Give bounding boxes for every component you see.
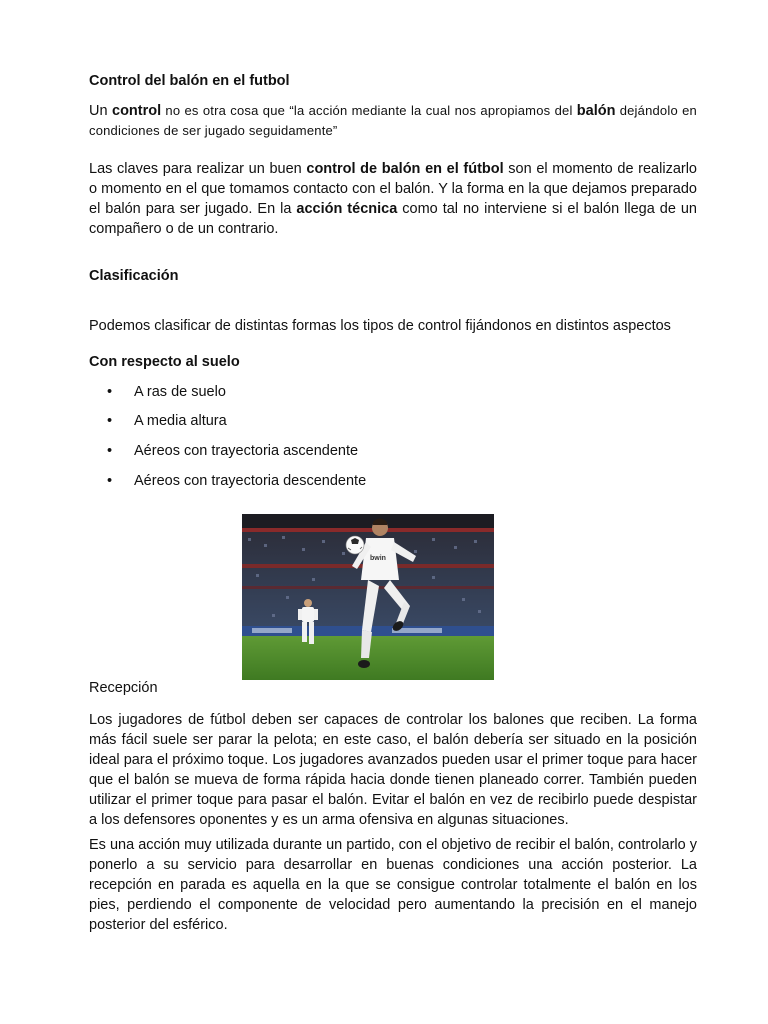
intro-bold-control: control bbox=[112, 103, 162, 119]
football-ball-icon bbox=[346, 536, 364, 554]
intro-text-3: dejándolo en condiciones de ser jugado seguidamente” bbox=[89, 103, 697, 138]
list-item bbox=[107, 473, 366, 489]
bullet-icon: • bbox=[107, 473, 113, 489]
bullet-icon: • bbox=[107, 384, 113, 400]
document-title: Control del balón en el futbol bbox=[89, 73, 290, 89]
bullet-icon: • bbox=[107, 413, 113, 429]
suelo-heading: Con respecto al suelo bbox=[89, 354, 240, 370]
clasificacion-heading: Clasificación bbox=[89, 268, 179, 284]
bullet-icon: • bbox=[107, 443, 113, 459]
jersey-sponsor-text: bwin bbox=[370, 555, 386, 562]
intro-paragraph bbox=[89, 101, 697, 141]
claves-bold-2: acción técnica bbox=[296, 201, 398, 217]
claves-text-2: son el momento de realizarlo o momento en el que tomamos contacto con el balón. Y la forma en la que dejamos preparado el balón para ser jugado. En la bbox=[89, 161, 697, 217]
recepcion-paragraph-1: Los jugadores de fútbol deben ser capaces de controlar los balones que reciben. La forma más fácil suele ser parar la pelota; en este caso, el balón debería ser situado en la posición ideal para el próximo toque. Los jugadores avanzados pueden usar el primer toque para hacer que el balón se mueva de forma rápida hacia donde tienen planeado correr. También pueden utilizar el primer toque para pasar el balón. Evitar el balón en vez de recibirlo puede despistar a los defensores oponentes y es un arma ofensiva en algunas situaciones. bbox=[89, 712, 697, 828]
football-player-photo bbox=[242, 514, 494, 680]
list-item-text: Aéreos con trayectoria descendente bbox=[134, 473, 367, 489]
list-item bbox=[107, 443, 358, 459]
claves-bold-1: control de balón en el fútbol bbox=[306, 161, 504, 177]
intro-bold-balon: balón bbox=[576, 103, 616, 119]
recepcion-heading: Recepción bbox=[89, 680, 158, 696]
claves-text-1: Las claves para realizar un buen bbox=[89, 161, 307, 177]
clasificacion-text: Podemos clasificar de distintas formas los tipos de control fijándonos en distintos aspectos bbox=[89, 318, 671, 334]
intro-text-2: no es otra cosa que “la acción mediante la cual nos apropiamos del bbox=[161, 103, 577, 118]
list-item-text: A media altura bbox=[134, 413, 227, 429]
list-item-text: Aéreos con trayectoria ascendente bbox=[134, 443, 359, 459]
claves-text-3: como tal no interviene si el balón llega de un compañero o de un contrario. bbox=[89, 201, 697, 237]
claves-paragraph bbox=[89, 159, 697, 239]
list-item bbox=[107, 413, 227, 429]
list-item-text: A ras de suelo bbox=[134, 384, 226, 400]
recepcion-paragraph-2: Es una acción muy utilizada durante un partido, con el objetivo de recibir el balón, controlarlo y ponerlo a su servicio para desarrollar en buenas condiciones una acción posterior. La recepción en parada es aquella en la que se consigue controlar totalmente el balón en los pies, perdiendo el componente de velocidad pero aumentando la precisión en el manejo posterior del esférico. bbox=[89, 837, 697, 933]
intro-text-1: Un bbox=[89, 103, 112, 119]
list-item bbox=[107, 384, 226, 400]
